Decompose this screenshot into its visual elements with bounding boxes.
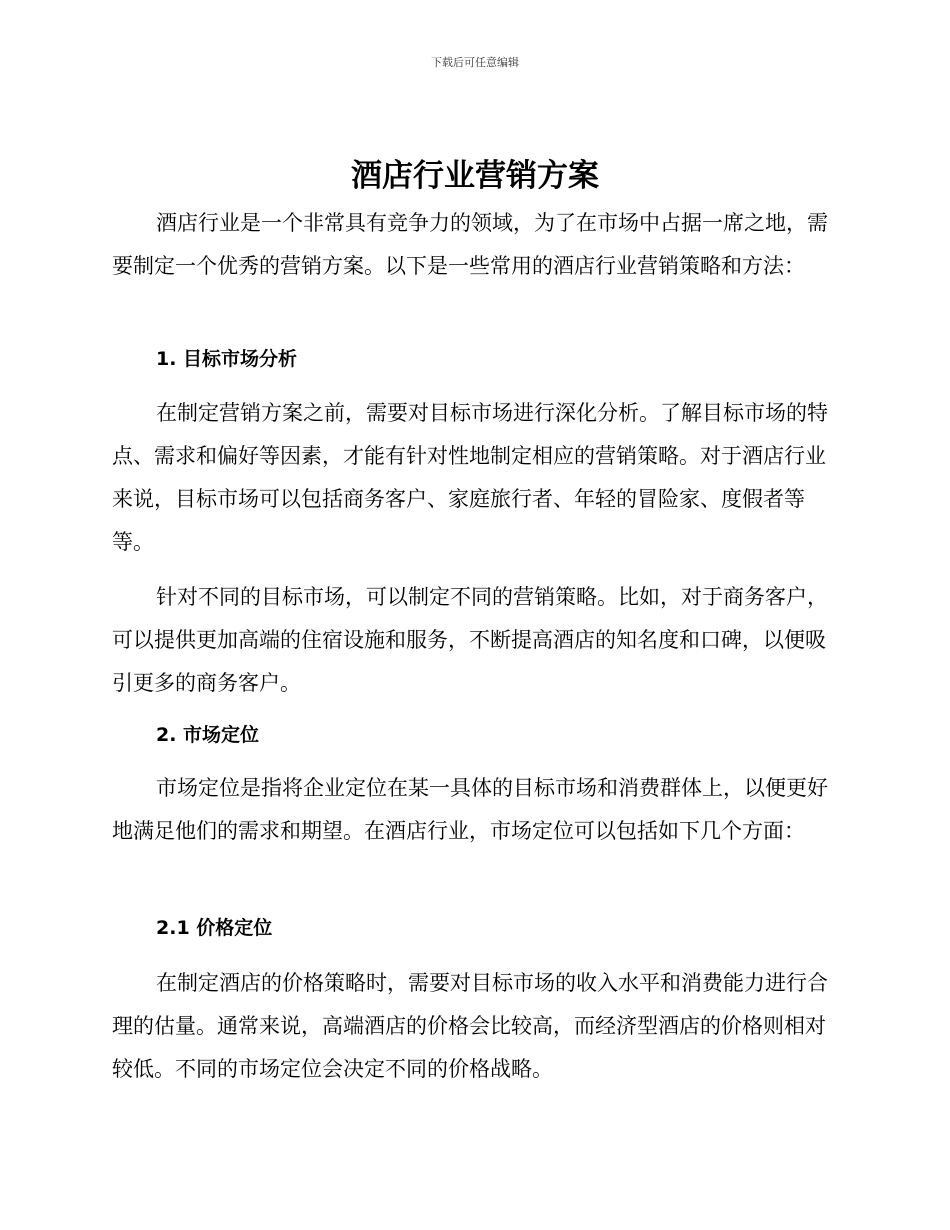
intro-paragraph: 酒店行业是一个非常具有竞争力的领域，为了在市场中占据一席之地，需要制定一个优秀的营销方案。以下是一些常用的酒店行业营销策略和方法： — [112, 211, 828, 278]
document-title: 酒店行业营销方案 — [351, 158, 599, 194]
section-1-paragraph-1: 在制定营销方案之前，需要对目标市场进行深化分析。了解目标市场的特点、需求和偏好等因素，才能有针对性地制定相应的营销策略。对于酒店行业来说，目标市场可以包括商务客户、家庭旅行者、年轻的冒险家、度假者等等。 — [112, 401, 828, 554]
section-heading-1: 1. 目标市场分析 — [156, 348, 298, 370]
section-heading-2: 2. 市场定位 — [156, 724, 260, 746]
section-2-1-paragraph-1: 在制定酒店的价格策略时，需要对目标市场的收入水平和消费能力进行合理的估量。通常来说，高端酒店的价格会比较高，而经济型酒店的价格则相对较低。不同的市场定位会决定不同的价格战略。 — [112, 971, 828, 1081]
section-heading-2-1: 2.1 价格定位 — [156, 917, 273, 939]
section-1-paragraph-2: 针对不同的目标市场，可以制定不同的营销策略。比如，对于商务客户，可以提供更加高端的住宿设施和服务，不断提高酒店的知名度和口碑，以便吸引更多的商务客户。 — [112, 585, 828, 695]
header-note: 下载后可任意编辑 — [431, 56, 519, 69]
section-2-paragraph-1: 市场定位是指将企业定位在某一具体的目标市场和消费群体上，以便更好地满足他们的需求和期望。在酒店行业，市场定位可以包括如下几个方面： — [112, 776, 828, 843]
